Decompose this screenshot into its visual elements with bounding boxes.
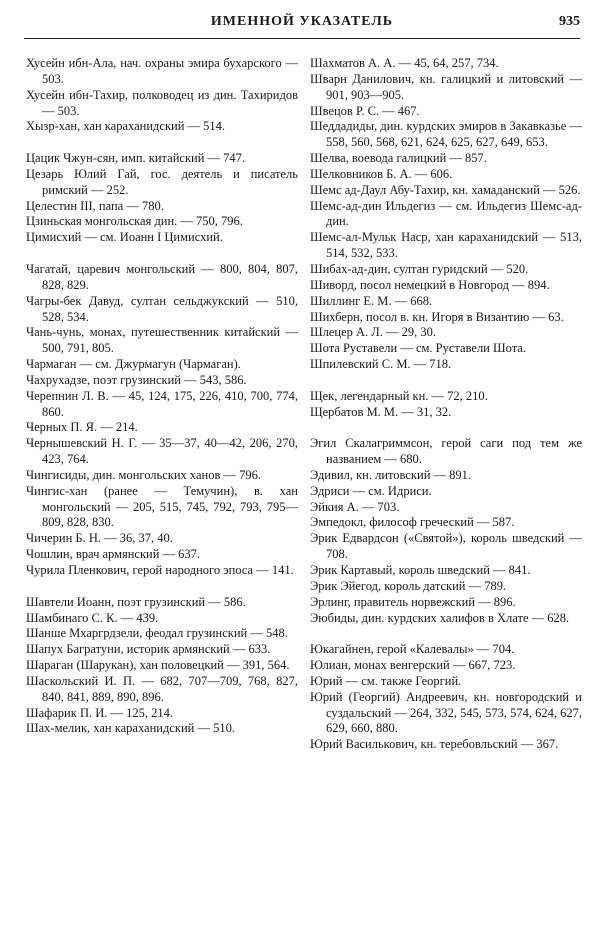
index-entry: Цезарь Юлий Гай, гос. деятель и писатель римский — 252. xyxy=(26,166,298,197)
index-entry: Шемс ад-Даул Абу-Тахир, кн. хамаданский — 526. xyxy=(310,182,581,197)
page-title: ИМЕННОЙ УКАЗАТЕЛЬ xyxy=(210,14,394,29)
index-entry: Целестин III, папа — 780. xyxy=(26,198,164,213)
right-column xyxy=(310,56,582,753)
index-entry: Щек, легендарный кн. — 72, 210. xyxy=(310,388,488,403)
index-entry: Чичерин Б. Н. — 36, 37, 40. xyxy=(26,531,173,546)
index-entry: Хусейн ибн-Ала, нач. охраны эмира бухарского — 503. xyxy=(26,56,298,86)
index-entry: Эрик Едвардсон («Святой»), король шведский — 708. xyxy=(310,531,582,562)
index-entry: Чурила Пленкович, герой народного эпоса — 141. xyxy=(26,563,294,577)
index-entry: Юрий Василькович, кн. теребовльский — 367. xyxy=(310,737,559,752)
index-entry: Шемс-ал-Мульк Наср, хан караханидский — 513, 514, 532, 533. xyxy=(310,230,582,261)
index-entry: Шамбинаго С. К. — 439. xyxy=(26,610,159,625)
index-entry: Шемс-ад-дин Ильдегиз — см. Ильдегиз Шемс-ад-дин. xyxy=(310,198,582,229)
index-entry: Шлецер А. Л. — 29, 30. xyxy=(310,325,437,340)
index-entry: Чань-чунь, монах, путешественник китайский — 500, 791, 805. xyxy=(26,325,298,356)
index-entry: Хызр-хан, хан караханидский — 514. xyxy=(26,119,226,134)
section-gap xyxy=(310,626,582,642)
index-entry: Юлиан, монах венгерский — 667, 723. xyxy=(310,658,516,673)
header-rule xyxy=(24,38,580,39)
index-entry: Эрик Картавый, король шведский — 841. xyxy=(310,563,531,577)
index-entry: Шараган (Шарукан), хан половецкий — 391, 564. xyxy=(26,658,290,673)
index-entry: Шах-мелик, хан караханидский — 510. xyxy=(26,721,235,736)
page-number: 935 xyxy=(559,14,580,29)
index-entry: Цимисхий — см. Иоанн I Цимисхий. xyxy=(26,230,223,245)
section-gap xyxy=(310,373,582,389)
index-entry: Эйкия А. — 703. xyxy=(310,499,400,514)
index-entry: Юрий — см. также Георгий. xyxy=(310,673,462,688)
index-entry: Эдивил, кн. литовский — 891. xyxy=(310,467,472,482)
index-entry: Шаскольский И. П. — 682, 707—709, 768, 827, 840, 841, 889, 890, 896. xyxy=(26,673,298,704)
section-gap xyxy=(26,246,298,262)
section-gap xyxy=(26,135,298,151)
index-entry: Шиллинг Е. М. — 668. xyxy=(310,293,433,308)
index-entry: Шахматов А. А. — 45, 64, 257, 734. xyxy=(310,56,499,70)
index-entry: Шеддадиды, дин. курдских эмиров в Закавказье — 558, 560, 568, 621, 624, 625, 627, 649, 653. xyxy=(310,119,582,150)
index-entry: Шварн Данилович, кн. галицкий и литовский — 901, 903—905. xyxy=(310,71,582,102)
index-entry: Щербатов М. М. — 31, 32. xyxy=(310,404,452,419)
index-entry: Чармаган — см. Джурмагун (Чармаган). xyxy=(26,357,241,372)
index-entry: Шафарик П. И. — 125, 214. xyxy=(26,705,173,720)
index-entry: Шота Руставели — см. Руставели Шота. xyxy=(310,341,526,356)
index-entry: Хусейн ибн-Тахир, полководец из дин. Тахиридов — 503. xyxy=(26,87,298,118)
index-entry: Эрик Эйегод, король датский — 789. xyxy=(310,578,507,593)
section-gap xyxy=(26,579,298,595)
index-entry: Юрий (Георгий) Андреевич, кн. новгородский и суздальский — 264, 332, 545, 573, 574, 624, 627, 629, 660, 880. xyxy=(310,689,582,736)
index-entry: Чагатай, царевич монгольский — 800, 804, 807, 828, 829. xyxy=(26,261,298,292)
index-entry: Шапух Багратуни, историк армянский — 633. xyxy=(26,642,271,657)
index-entry: Эгил Скалагриммсон, герой саги под тем же названием — 680. xyxy=(310,436,582,467)
index-entry: Чернышевский Н. Г. — 35—37, 40—42, 206, 270, 423, 764. xyxy=(26,436,298,467)
index-entry: Шелковников Б. А. — 606. xyxy=(310,166,453,181)
index-entry: Чошлин, врач армянский — 637. xyxy=(26,547,201,562)
index-entry: Чингис-хан (ранее — Темучин), в. хан монгольский — 205, 515, 745, 792, 793, 795—809, 828, 830. xyxy=(26,483,298,530)
index-entry: Цзиньская монгольская дин. — 750, 796. xyxy=(26,214,243,229)
index-entry: Чагры-бек Давуд, султан сельджукский — 510, 528, 534. xyxy=(26,293,298,324)
index-entry: Шибах-ад-дин, султан гуридский — 520. xyxy=(310,261,529,276)
index-entry: Эюбиды, дин. курдских халифов в Хлате — 628. xyxy=(310,610,570,625)
index-entry: Эрлинг, правитель норвежский — 896. xyxy=(310,594,516,609)
index-entry: Шавтели Иоанн, поэт грузинский — 586. xyxy=(26,594,246,609)
index-entry: Шихберн, посол в. кн. Игоря в Византию — 63. xyxy=(310,309,564,324)
index-entry: Эдриси — см. Идриси. xyxy=(310,483,432,498)
section-gap xyxy=(310,420,582,436)
index-entry: Шанше Мхаргрдзели, феодал грузинский — 548. xyxy=(26,626,288,641)
index-entry: Шелва, воевода галицкий — 857. xyxy=(310,151,487,166)
index-entry: Юкагайнен, герой «Калевалы» — 704. xyxy=(310,642,515,657)
running-head xyxy=(24,12,580,34)
index-entry: Шиворд, посол немецкий в Новгород — 894. xyxy=(310,277,550,292)
index-entry: Шпилевский С. М. — 718. xyxy=(310,357,452,372)
index-entry: Черепнин Л. В. — 45, 124, 175, 226, 410, 700, 774, 860. xyxy=(26,388,298,419)
left-column xyxy=(26,56,298,737)
index-entry: Чингисиды, дин. монгольских ханов — 796. xyxy=(26,467,262,482)
index-entry: Цацик Чжун-сян, имп. китайский — 747. xyxy=(26,151,246,166)
index-entry: Эмпедокл, философ греческий — 587. xyxy=(310,515,515,530)
index-entry: Чахрухадзе, поэт грузинский — 543, 586. xyxy=(26,372,247,387)
index-entry: Черных П. Я. — 214. xyxy=(26,420,138,435)
index-entry: Швецов Р. С. — 467. xyxy=(310,103,420,118)
